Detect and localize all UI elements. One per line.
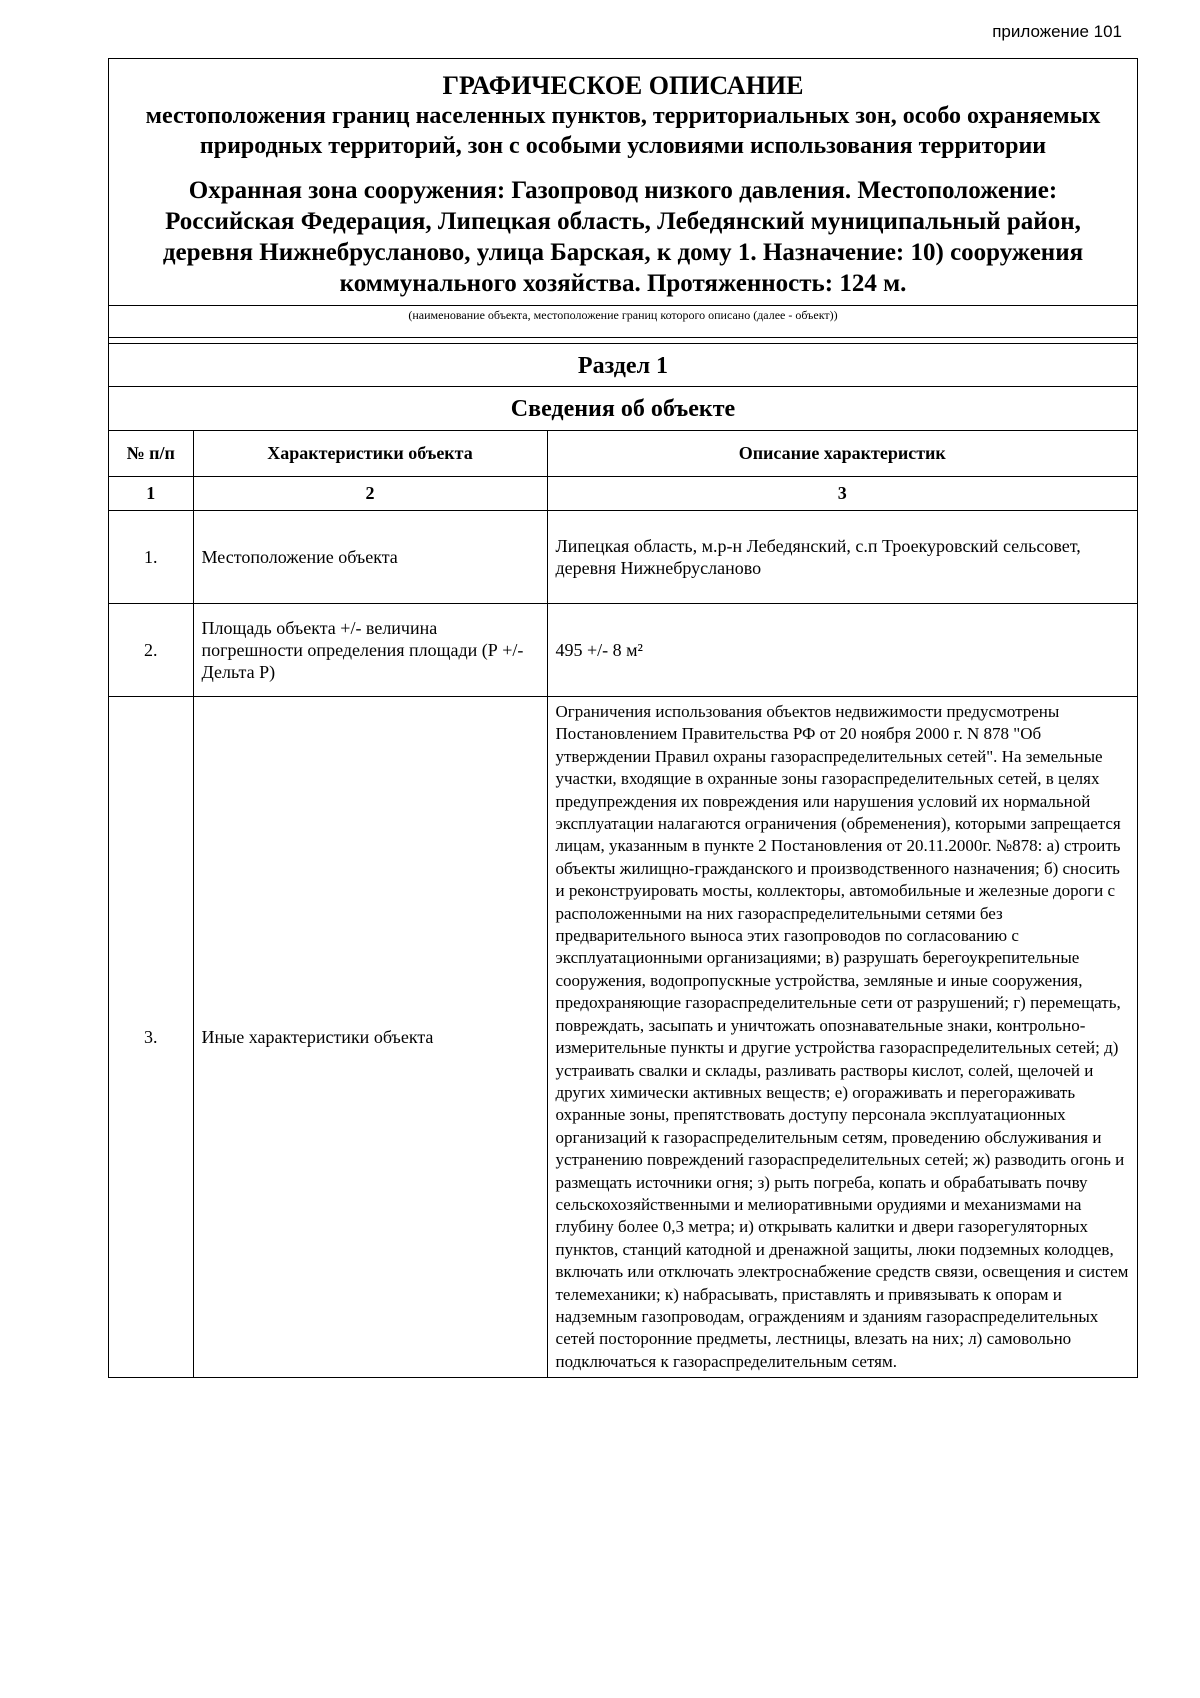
object-caption: (наименование объекта, местоположение границ которого описано (далее - объект)): [109, 305, 1137, 338]
header-characteristic: Характеристики объекта: [193, 431, 547, 477]
row-value: Липецкая область, м.р-н Лебедянский, с.п Троекуровский сельсовет, деревня Нижнебрусланово: [547, 511, 1137, 604]
row-number: 3.: [109, 697, 193, 1378]
column-number-3: 3: [547, 477, 1137, 511]
document-frame: [108, 58, 1138, 1378]
row-label: Местоположение объекта: [193, 511, 547, 604]
table-row: [109, 604, 1137, 697]
section-number: Раздел 1: [109, 343, 1137, 387]
table-row: [109, 697, 1137, 1378]
row-value: Ограничения использования объектов недвижимости предусмотрены Постановлением Правительства РФ от 20 ноября 2000 г. N 878 "Об утверждении Правил охраны газораспределительных сетей". На земельные участки, входящие в охранные зоны газораспределительных сетей, в целях предупреждения их повреждения или нарушения условий их нормальной эксплуатации налагаются ограничения (обременения), которыми запрещается лицам, указанным в пункте 2 Постановления от 20.11.2000г. №878: а) строить объекты жилищно-гражданского и производственного назначения; б) сносить и реконструировать мосты, коллекторы, автомобильные и железные дороги с расположенными на них газораспределительными сетями без предварительного выноса этих газопроводов по согласованию с эксплуатационными организациями; в) разрушать берегоукрепительные сооружения, водопропускные устройства, земляные и иные сооружения, предохраняющие газораспределительные сети от разрушений; г) перемещать, повреждать, засыпать и уничтожать опознавательные знаки, контрольно-измерительные пункты и другие устройства газораспределительных сетей; д) устраивать свалки и склады, разливать растворы кислот, солей, щелочей и других химически активных веществ; е) огораживать и перегораживать охранные зоны, препятствовать доступу персонала эксплуатационных организаций к газораспределительным сетям, проведению обслуживания и устранению повреждений газораспределительных сетей; ж) разводить огонь и размещать источники огня; з) рыть погреба, копать и обрабатывать почву сельскохозяйственными и мелиоративными орудиями и механизмами на глубину более 0,3 метра; и) открывать калитки и двери газорегуляторных пунктов, станций катодной и дренажной защиты, люки подземных колодцев, включать или отключать электроснабжение средств связи, освещения и систем телемеханики; к) набрасывать, приставлять и привязывать к опорам и надземным газопроводам, ограждениям и зданиям газораспределительных сетей посторонние предметы, лестницы, влезать на них; л) самовольно подключаться к газораспределительным сетям.: [547, 697, 1137, 1378]
row-label: Иные характеристики объекта: [193, 697, 547, 1378]
table-row: [109, 511, 1137, 604]
document-subtitle: местоположения границ населенных пунктов, территориальных зон, особо охраняемых природных территорий, зон с особыми условиями использования территории: [145, 103, 1101, 159]
row-number: 1.: [109, 511, 193, 604]
header-number: № п/п: [109, 431, 193, 477]
column-number-row: [109, 477, 1137, 511]
column-number-1: 1: [109, 477, 193, 511]
column-number-2: 2: [193, 477, 547, 511]
section-title: Сведения об объекте: [109, 387, 1137, 431]
document-title: ГРАФИЧЕСКОЕ ОПИСАНИЕ: [442, 71, 804, 100]
row-value: 495 +/- 8 м²: [547, 604, 1137, 697]
row-number: 2.: [109, 604, 193, 697]
object-description: Охранная зона сооружения: Газопровод низкого давления. Местоположение: Российская Федерация, Липецкая область, Лебедянский муниципальный район, деревня Нижнебрусланово, улица Барская, к дому 1. Назначение: 10) сооружения коммунального хозяйства. Протяженность: 124 м.: [162, 177, 1084, 297]
table-header-row: [109, 431, 1137, 477]
appendix-label: приложение 101: [992, 22, 1122, 41]
object-info-table: [109, 431, 1137, 1377]
row-label: Площадь объекта +/- величина погрешности определения площади (Р +/- Дельта Р): [193, 604, 547, 697]
header-description: Описание характеристик: [547, 431, 1137, 477]
document-header: [109, 59, 1137, 305]
